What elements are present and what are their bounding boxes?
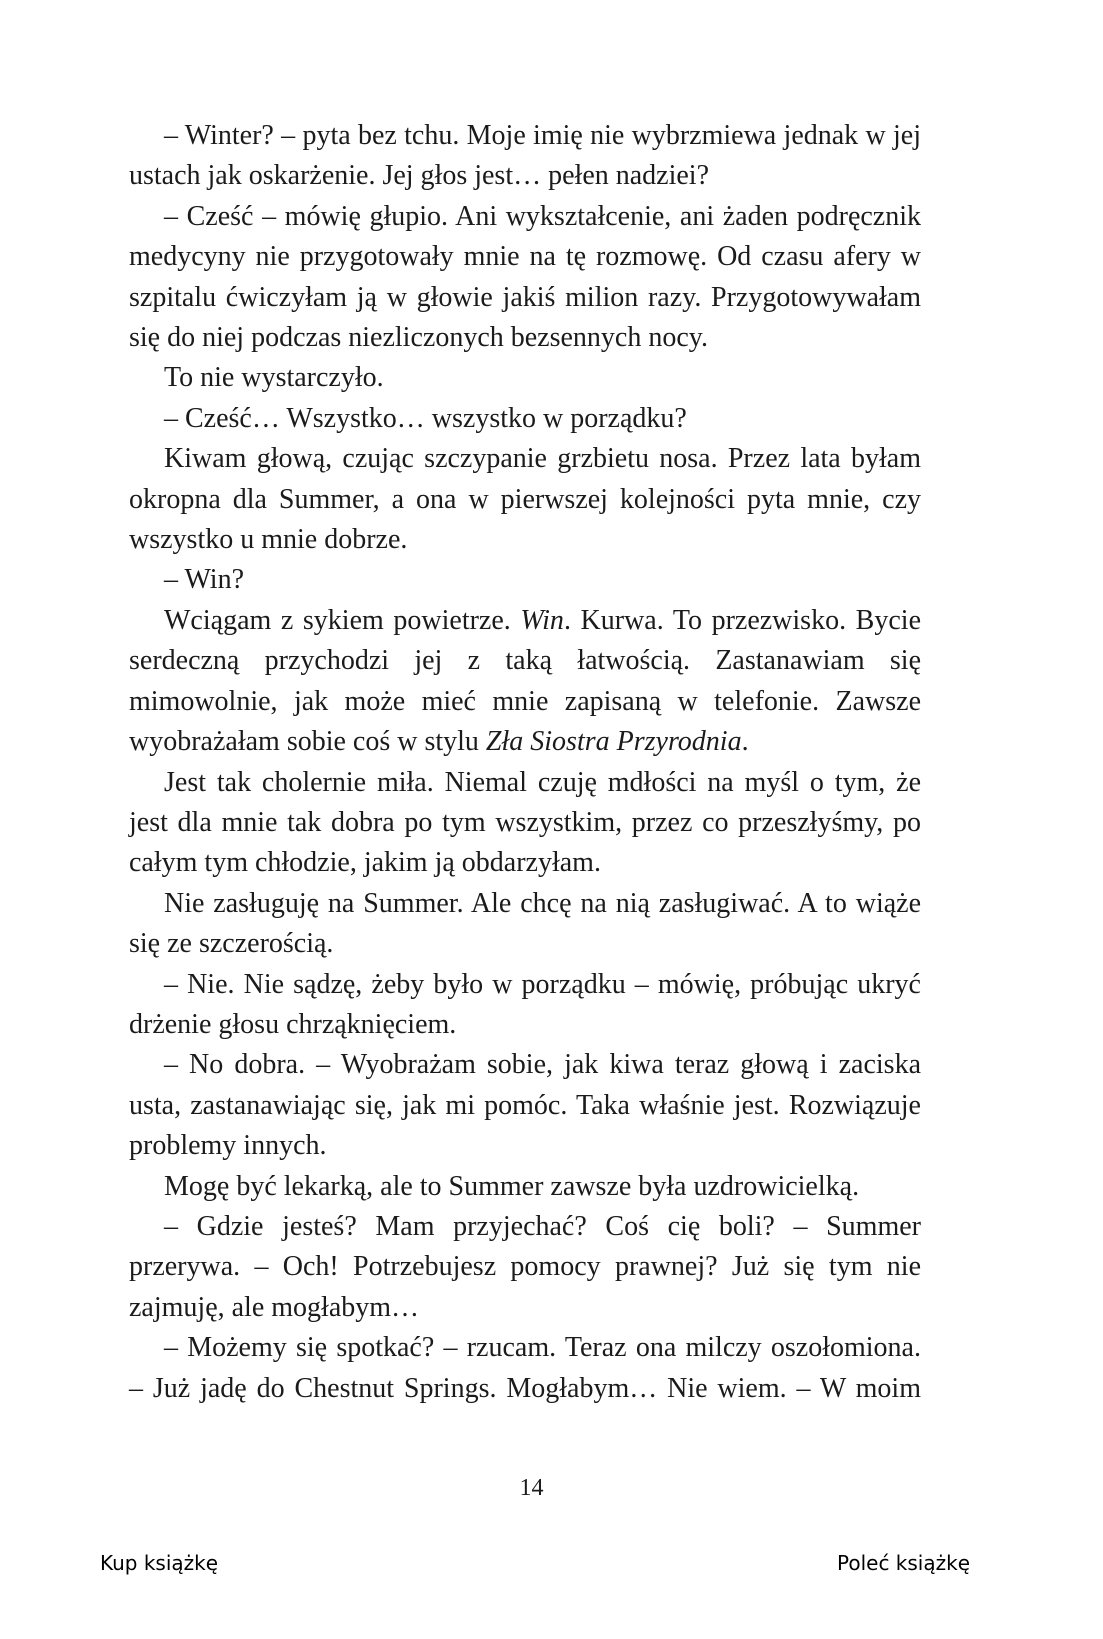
paragraph-text: . <box>741 726 749 758</box>
paragraph: Nie zasługuję na Summer. Ale chcę na nią zasługiwać. A to wiąże się ze szczerością. <box>129 887 928 960</box>
paragraph: – Cześć – mówię głupio. Ani wykształcenie, ani żaden podręcznik medycyny nie przygotowały mnie na tę rozmowę. Od czasu afery w szpitalu ćwiczyłam ją w głowie jakiś milion razy. Przygotowywałam się do niej podczas niezliczonych bezsennych nocy. <box>129 200 928 354</box>
page-number: 14 <box>519 1475 544 1501</box>
italic-text: Zła Siostra Przyrodnia <box>485 726 742 758</box>
paragraph <box>129 601 928 763</box>
paragraph: Kiwam głową, czując szczypanie grzbietu nosa. Przez lata byłam okropna dla Summer, a ona w pierwszej kolejności pyta mnie, czy wszystko u mnie dobrze. <box>129 443 928 556</box>
paragraph-text: Wciągam z sykiem powietrze. <box>164 604 521 636</box>
paragraph: – Win? <box>164 564 245 596</box>
paragraph-text: . Kurwa. To przezwisko. Bycie serdeczną przychodzi jej z taką łatwością. Zastanawiam się mimowolnie, jak może mieć mnie zapisaną w telefonie. Zawsze wyobrażałam sobie coś w stylu <box>129 604 928 758</box>
paragraph: To nie wystarczyło. <box>164 362 384 394</box>
paragraph: Jest tak cholernie miła. Niemal czuję mdłości na myśl o tym, że jest dla mnie tak dobra po tym wszystkim, przez co przeszłyśmy, po całym tym chłodzie, jakim ją obdarzyłam. <box>129 766 928 879</box>
recommend-book-link[interactable]: Poleć książkę <box>837 1551 970 1575</box>
paragraph: Mogę być lekarką, ale to Summer zawsze była uzdrowicielką. <box>164 1170 860 1202</box>
paragraph: – Nie. Nie sądzę, żeby było w porządku – mówię, próbując ukryć drżenie głosu chrząknięciem. <box>129 968 928 1040</box>
page-text <box>129 116 928 1409</box>
buy-book-link[interactable]: Kup książkę <box>100 1551 219 1575</box>
paragraph: – Gdzie jesteś? Mam przyjechać? Coś cię boli? – Summer przerywa. – Och! Potrzebujesz pomocy prawnej? Już się tym nie zajmuję, ale mogłabym… <box>129 1210 928 1323</box>
paragraph: – Cześć… Wszystko… wszystko w porządku? <box>164 402 687 434</box>
paragraph: – Możemy się spotkać? – rzucam. Teraz ona milczy oszołomiona. – Już jadę do Chestnut Springs. Mogłabym… Nie wiem. – W moim <box>129 1332 928 1404</box>
paragraph: – Winter? – pyta bez tchu. Moje imię nie wybrzmiewa jednak w jej ustach jak oskarżenie. Jej głos jest… pełen nadziei? <box>129 120 928 192</box>
paragraph: – No dobra. – Wyobrażam sobie, jak kiwa teraz głową i zaciska usta, zastanawiając się, jak mi pomóc. Taka właśnie jest. Rozwiązuje problemy innych. <box>129 1049 928 1162</box>
italic-text: Win <box>520 604 564 636</box>
